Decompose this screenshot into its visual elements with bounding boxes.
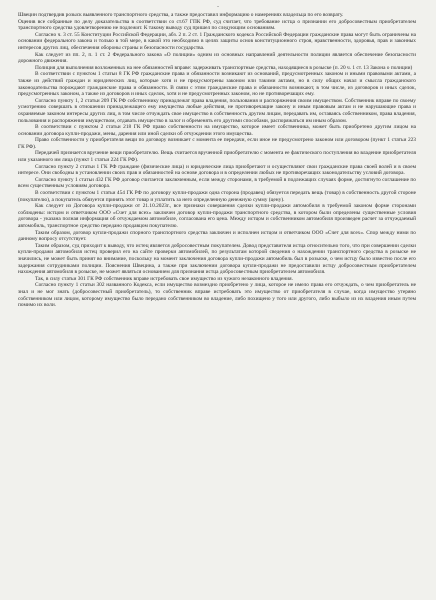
paragraph: Согласно пункту 2 статьи 1 ГК РФ граждане (физические лица) и юридические лица приобретают и осуществляют свои гражданские права своей волей и в своем интересе. Они свободны в установлении своих прав и обязанностей на основе договора и в определении любых не противоречащих законодательству условий договора. [18, 163, 416, 177]
document-body [18, 12, 416, 309]
paragraph: Согласно пункту 1, 2 статьи 209 ГК РФ собственнику принадлежат права владения, пользования и распоряжения своим имуществом. Собственник вправе по своему усмотрению совершать в отношении принадлежащего ему имущества любые действия, не противоречащие закону и иным правовым актам и не нарушающие права и охраняемые законом интересы других лиц, в том числе отчуждать свое имущество в собственность другим лицам, передавать им, оставаясь собственником, права владения, пользования и распоряжения имуществом, отдавать имущество в залог и обременять его другими способами, распоряжаться им иным образом. [18, 97, 416, 124]
paragraph: Полиция для выполнения возложенных на нее обязанностей вправе: задерживать транспортные средства, находящиеся в розыске (п. 20 ч. 1 ст. 13 Закона о полиции) [35, 64, 413, 71]
paragraph: Согласно пункту 1 статьи 302 названного Кодекса, если имущество возмездно приобретено у лица, которое не имело права его отчуждать, о чем приобретатель не знал и не мог знать (добросовестный приобретатель), то собственник вправе истребовать это имущество от приобретателя в случае, когда имущество утеряно собственником или лицом, которому имущество было передано собственником во владение, либо похищено у того или другого, либо выбыло из их владения иным путем помимо их воли. [18, 282, 416, 309]
paragraph: Оценив все собранные по делу доказательства в соответствии со ст.67 ГПК РФ, суд считает, что требование истца о признании его добросовестным приобретателем транспортного средства удовлетворению не подлежит. К такому выводу суд пришел по следующим основаниям. [18, 18, 416, 32]
paragraph: Право собственности у приобретателя вещи по договору возникает с момента ее передачи, если иное не предусмотрено законом или договором (пункт 1 статьи 223 ГК РФ). [18, 137, 416, 150]
paragraph: Швецин подтвердив розыск выявленного транспортного средства, а также предоставил информацию о намерениях владельца по его возврату. [18, 12, 344, 18]
paragraph: Согласно ч. 3 ст. 55 Конституции Российской Федерации, абз. 2 п. 2 ст. 1 Гражданского кодекса Российской Федерации гражданские права могут быть ограничены на основании федерального закона и только в той мере, в какой это необходимо в целях защиты основ конституционного строя, нравственности, здоровья, прав и законных интересов других лиц, обеспечения обороны страны и безопасности государства. [18, 31, 416, 51]
paragraph: Согласно пункту 1 статьи 432 ГК РФ договор считается заключенным, если между сторонами, в требуемой в подлежащих случаях форме, достигнуто соглашение по всем существенным условиям договора. [18, 176, 416, 190]
paragraph: Так, в силу статьи 301 ГК РФ собственник вправе истребовать свое имущество из чужого незаконного владения. [35, 275, 293, 282]
paragraph: Таким образом, суд приходит к выводу, что истец является добросовестным покупателем. Довод представителя истца относительно того, что при совершении сделки купли-продажи автомобиля истец проверил его на сайте проверки автомобилей, по результатам которой сведения о нахождении транспортного средства в розыске не значились, не может быть принят во внимание, поскольку на момент заключения договора купли-продажи автомобиль был в розыске, о чем истцу было известно после его задержания сотрудниками полиции. Пояснения Швецина, а также при заключении договора купли-продажи не предоставили истцу добросовестным приобретателем нахождения автомобиля в розыске, не может являться основанием для признания истца добросовестным приобретателем автомобиля. [18, 242, 416, 276]
paragraph: В соответствии с пунктом 1 статьи 454 ГК РФ по договору купли-продажи одна сторона (продавец) обязуется передать вещь (товар) в собственность другой стороне (покупателю), а покупатель обязуется принять этот товар и уплатить за него определенную денежную сумму (цену). [18, 190, 416, 203]
paragraph: В соответствии с пунктом 1 статьи 8 ГК РФ гражданские права и обязанности возникают из оснований, предусмотренных законом и иными правовыми актами, а также из действий граждан и юридических лиц, которые хотя и не предусмотрены законом или такими актами, но в силу общих начал и смысла гражданского законодательства порождают гражданские права и обязанности. В связи с этим гражданские права и обязанности возникают, в том числе, из договоров и иных сделок, предусмотренных законом, а также из договоров и иных сделок, хотя и не предусмотренных законом, но не противоречащих ему. [18, 71, 416, 98]
paragraph: Передачей признается вручение вещи приобретателю. Вещь считается врученной приобретателю с момента ее фактического поступления во владение приобретателя или указанного им лица (пункт 1 статьи 224 ГК РФ). [18, 150, 416, 164]
paragraph: Как следует из пп. 2, п. 1 ст. 2 Федерального закона «О полиции» одним из основных направлений деятельности полиции является обеспечение безопасности дорожного движения. [18, 51, 416, 65]
paragraph: Как следует из Договора купли-продажи от 21.10.2023г., все признаки совершения сделки купли-продажи автомобиля в требуемой законом форме сторонами соблюдены: истцом и ответчиком ООО «Счет для всех» заключен договор купли-продажи транспортного средства, в котором были определены существенные условия договора - указана полная информация об отчуждаемом автомобиле, согласована его цена. Между истцом и собственником автомобиля произведен расчет за отчуждаемый автомобиль, транспортное средство передано продавцом покупателю. [18, 203, 416, 229]
paragraph: Таким образом, договор купли-продажи спорного транспортного средства заключен и исполнен истцом и ответчиком ООО «Счет для всех». Спор между ними по данному вопросу отсутствует. [18, 229, 416, 243]
page-marker: - [216, 2, 220, 10]
paragraph: В соответствии с пунктом 2 статьи 218 ГК РФ право собственности на имущество, которое имеет собственника, может быть приобретено другим лицом на основании договора купли-продажи, мены, дарения или иной сделки об отчуждении этого имущества. [18, 124, 416, 137]
